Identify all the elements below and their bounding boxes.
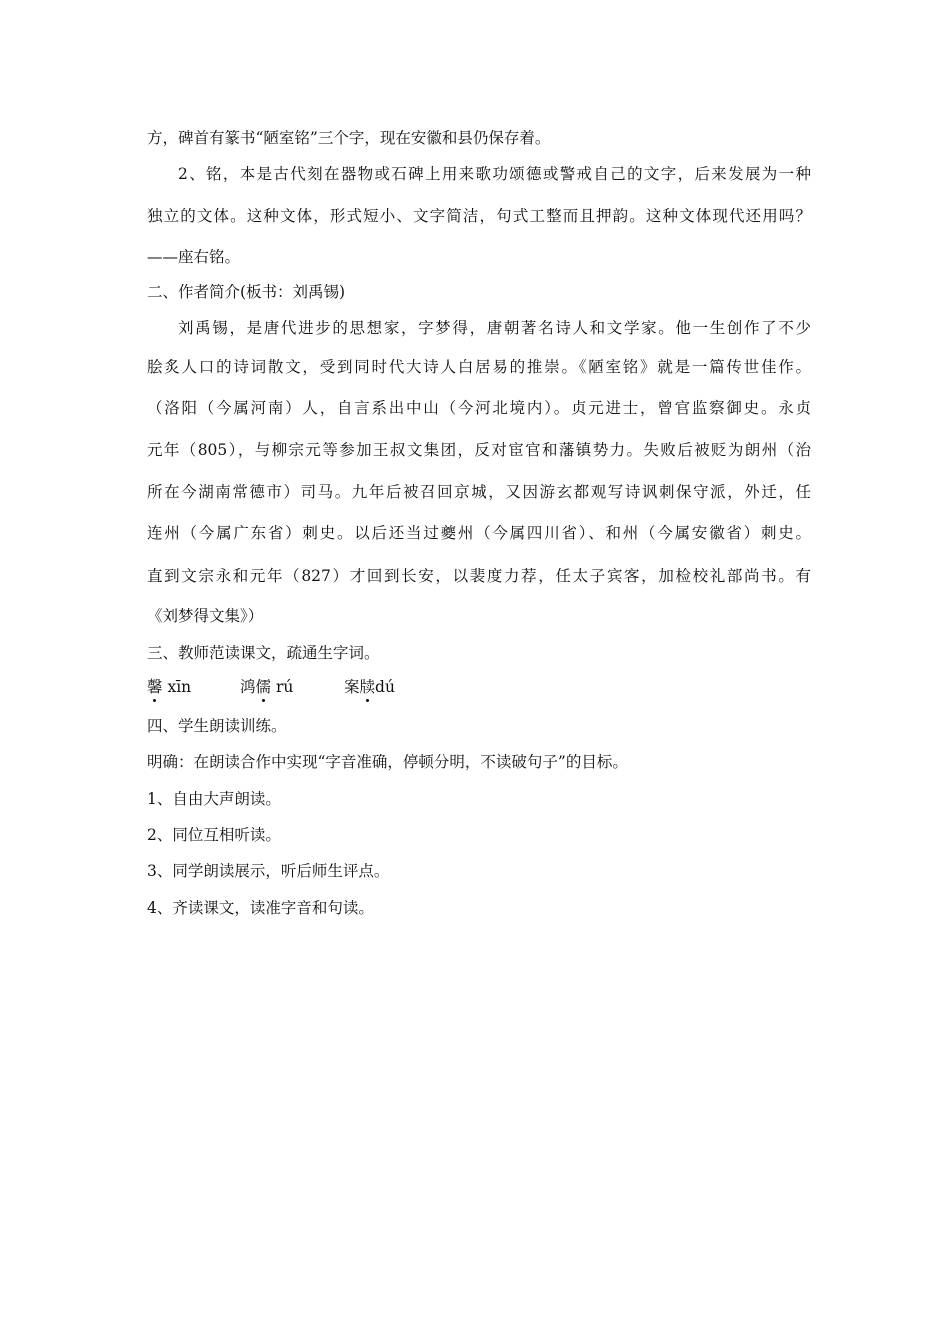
paragraph-line: 方，碑首有篆书“陋室铭”三个字，现在安徽和县仍保存着。 [147,129,551,147]
list-item: 3、同学朗读展示，听后师生评点。 [147,862,390,880]
vocab-item [240,677,293,697]
paragraph-line: 《刘梦得文集》） [147,607,264,625]
paragraph-line: 元年（805），与柳宗元等参加王叔文集团，反对宦官和藩镇势力。失败后被贬为朗州（治 [147,441,811,459]
paragraph-line: 脍炙人口的诗词散文，受到同时代大诗人白居易的推崇。《陋室铭》就是一篇传世佳作。 [147,358,811,376]
section-heading: 四、学生朗读训练。 [147,717,287,735]
vocab-prefix: 案 [344,678,360,696]
vocab-char: 牍 [359,678,376,696]
vocab-pinyin: rú [275,678,294,696]
section-heading: 三、教师范读课文，疏通生字词。 [147,644,380,662]
paragraph-line: ——座右铭。 [147,248,241,266]
vocab-char: 馨 [147,678,163,696]
paragraph-line: 所在今湖南常德市）司马。九年后被召回京城，又因游玄都观写诗讽刺保守派，外迁，任 [147,483,811,501]
paragraph-line: 2、铭，本是古代刻在器物或石碑上用来歌功颂德或警戒自己的文字，后来发展为一种 [178,165,811,183]
section-heading: 二、作者简介(板书：刘禹锡) [147,283,346,301]
paragraph-line: （洛阳（今属河南）人，自言系出中山（今河北境内）。贞元进士，曾官监察御史。永贞 [147,399,811,417]
list-item: 1、自由大声朗读。 [147,790,281,808]
vocab-item [344,677,395,697]
paragraph-line: 刘禹锡，是唐代进步的思想家，字梦得，唐朝著名诗人和文学家。他一生创作了不少 [178,319,811,337]
vocab-pinyin: xīn [167,678,192,696]
vocab-prefix: 鸿 [240,678,256,696]
list-item: 2、同位互相听读。 [147,826,281,844]
paragraph-line: 独立的文体。这种文体，形式短小、文字简洁，句式工整而且押韵。这种文体现代还用吗？ [147,207,811,225]
vocab-item [147,677,191,697]
vocab-char: 儒 [255,678,272,696]
paragraph-line: 连州（今属广东省）刺史。以后还当过夔州（今属四川省）、和州（今属安徽省）刺史。 [147,524,811,542]
paragraph-line: 明确：在朗读合作中实现“字音准确，停顿分明，不读破句子”的目标。 [147,753,628,771]
list-item: 4、齐读课文，读准字音和句读。 [147,899,374,917]
paragraph-line: 直到文宗永和元年（827）才回到长安，以裴度力荐，任太子宾客，加检校礼部尚书。有 [147,567,811,585]
vocab-pinyin: dú [375,678,395,696]
